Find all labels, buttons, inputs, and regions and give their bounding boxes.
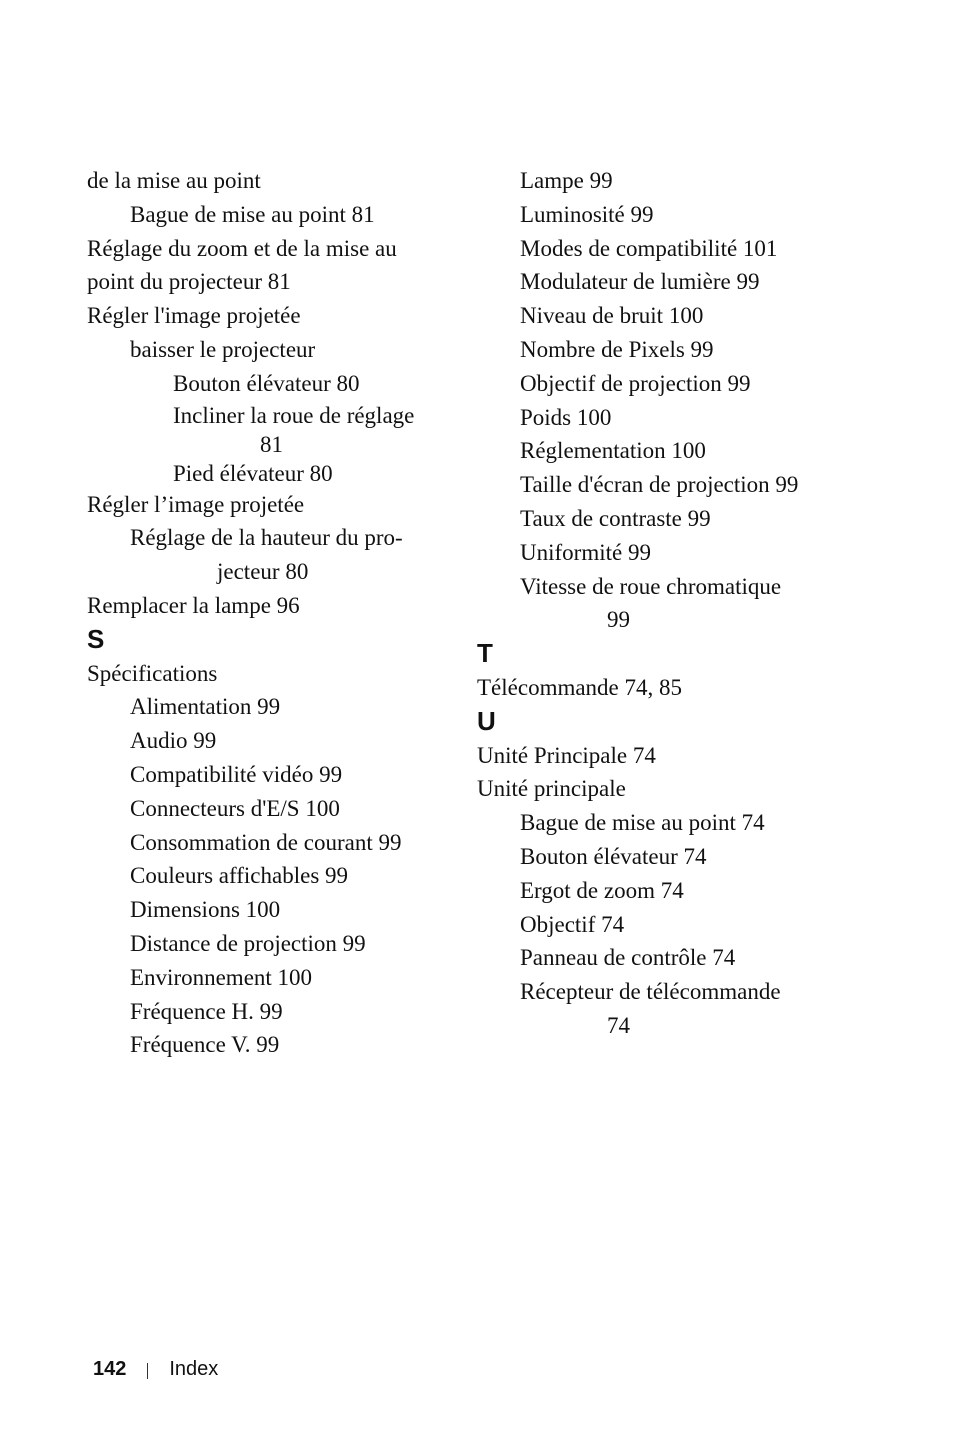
page-number: 142 <box>93 1358 127 1380</box>
index-entry: de la mise au point <box>87 168 261 193</box>
index-entry: Incliner la roue de réglage <box>173 402 415 428</box>
index-entry: Réglage de la hauteur du pro- <box>130 525 403 551</box>
index-entry: baisser le projecteur <box>130 336 316 362</box>
index-entry: Audio 99 <box>130 728 217 754</box>
index-entry: Réglementation 100 <box>520 438 706 464</box>
index-entry: Régler l’image projetée <box>87 491 305 517</box>
index-entry: Modulateur de lumière 99 <box>520 269 760 295</box>
index-entry: 81 <box>260 431 283 457</box>
index-entry: point du projecteur 81 <box>87 269 291 295</box>
index-entry: Lampe 99 <box>520 168 613 193</box>
index-entry: Objectif 74 <box>520 911 625 937</box>
index-entry: Récepteur de télécommande <box>520 979 781 1005</box>
index-entry: Couleurs affichables 99 <box>130 863 349 889</box>
index-entry: Bouton élévateur 74 <box>520 843 707 869</box>
index-entry: Luminosité 99 <box>520 201 654 227</box>
index-entry: Bague de mise au point 81 <box>130 201 375 227</box>
index-entry: Uniformité 99 <box>520 539 651 565</box>
index-letter-heading: U <box>477 705 496 736</box>
index-entry: 74 <box>607 1012 630 1038</box>
index-entry: Modes de compatibilité 101 <box>520 235 778 261</box>
index-entry: Fréquence V. 99 <box>130 1032 280 1058</box>
index-entry: Objectif de projection 99 <box>520 370 751 396</box>
index-entry: Spécifications <box>87 660 218 686</box>
index-entry: 99 <box>607 607 630 633</box>
index-entry: Alimentation 99 <box>130 694 281 720</box>
index-entry: Environnement 100 <box>130 964 313 990</box>
index-entry: Panneau de contrôle 74 <box>520 945 736 971</box>
index-entry: Unité principale <box>477 776 626 802</box>
index-column-right <box>477 164 857 1043</box>
index-entry: Niveau de bruit 100 <box>520 303 704 329</box>
index-entry: Pied élévateur 80 <box>173 460 333 486</box>
index-entry: Distance de projection 99 <box>130 930 366 956</box>
index-letter-heading: S <box>87 623 105 654</box>
index-entry: Fréquence H. 99 <box>130 998 283 1024</box>
index-entry: Régler l'image projetée <box>87 303 301 329</box>
index-entry: Connecteurs d'E/S 100 <box>130 795 340 821</box>
index-entry: jecteur 80 <box>217 559 309 585</box>
index-entry: Télécommande 74, 85 <box>477 674 683 700</box>
index-entry: Poids 100 <box>520 404 612 430</box>
index-entry: Dimensions 100 <box>130 897 281 923</box>
index-column-left <box>87 164 467 1062</box>
section-title: Index <box>169 1358 219 1380</box>
index-entry: Consommation de courant 99 <box>130 829 402 855</box>
index-letter-heading: T <box>477 638 493 669</box>
index-entry: Réglage du zoom et de la mise au <box>87 235 397 261</box>
index-entry: Taille d'écran de projection 99 <box>520 472 799 498</box>
index-entry: Taux de contraste 99 <box>520 505 711 531</box>
index-entry: Unité Principale 74 <box>477 742 656 768</box>
index-entry: Vitesse de roue chromatique <box>520 573 782 599</box>
index-entry: Bague de mise au point 74 <box>520 810 765 836</box>
page-footer <box>93 1358 218 1381</box>
index-entry: Ergot de zoom 74 <box>520 877 684 903</box>
index-entry: Bouton élévateur 80 <box>173 370 360 396</box>
footer-separator <box>147 1363 148 1379</box>
index-entry: Nombre de Pixels 99 <box>520 336 714 362</box>
index-entry: Remplacer la lampe 96 <box>87 592 300 618</box>
index-entry: Compatibilité vidéo 99 <box>130 761 343 787</box>
